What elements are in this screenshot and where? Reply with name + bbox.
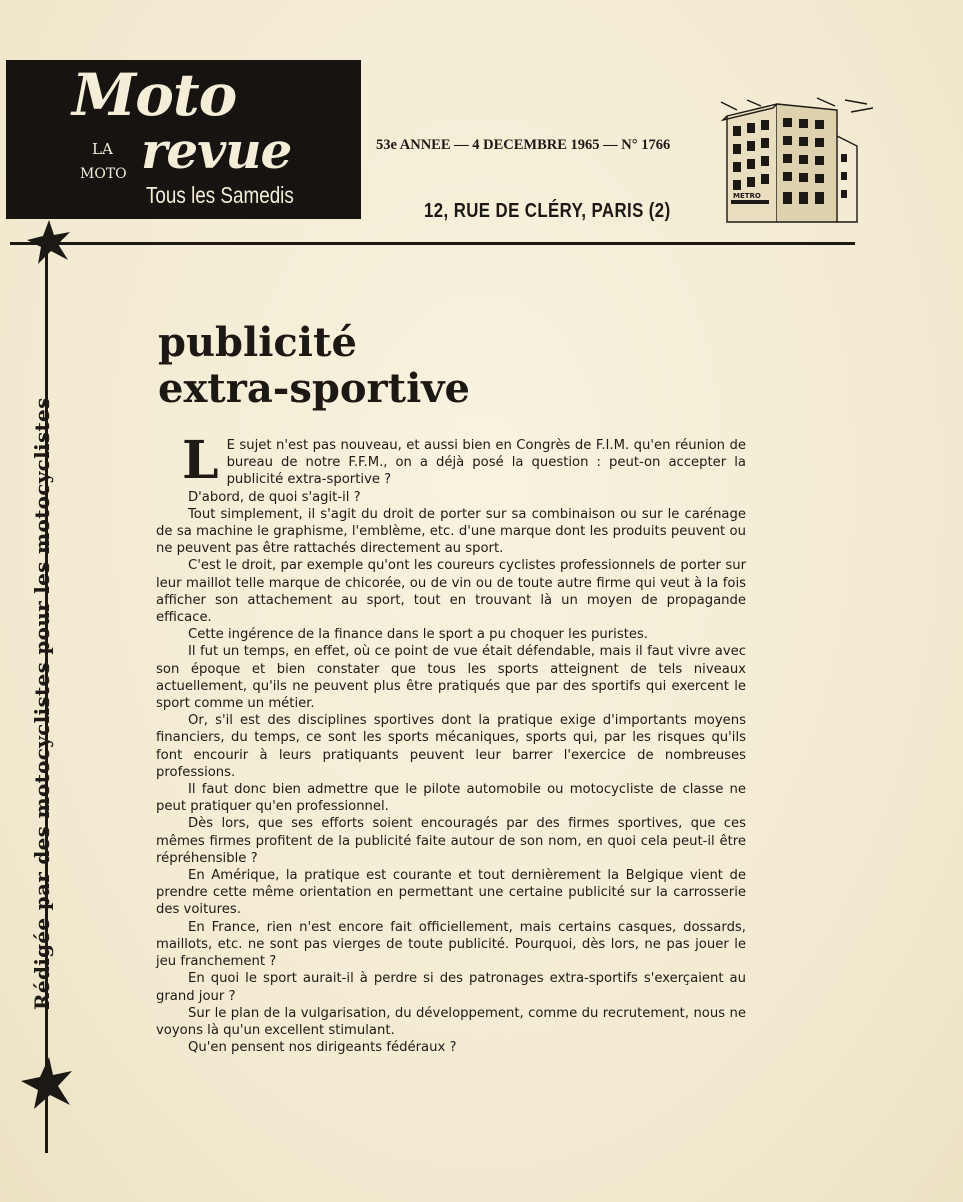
paragraph: Cette ingérence de la finance dans le sport a pu choquer les puristes. — [188, 627, 649, 643]
masthead-tagline: Tous les Samedis — [146, 182, 294, 208]
drop-cap: L — [182, 430, 219, 491]
logo-revue: revue — [141, 121, 292, 180]
vertical-tagline: Rédigée par des motocyclistes pour les motocyclistes — [30, 397, 54, 1010]
article-title — [158, 320, 470, 412]
paragraph: Dès lors, que ses efforts soient encouragés par des firmes sportives, que ces mêmes firmes profitent de la publicité faite autour de son nom, en quoi cela peut-il être répréhensible ? — [156, 816, 746, 866]
logo-moto: Moto — [72, 61, 237, 129]
paragraph: Or, s'il est des disciplines sportives dont la pratique exige d'importants moyens financiers, du temps, ce sont les sports mécaniques, sports qui, par les risques qu'ils font encourir à leurs pratiquants peuvent leur barrer l'exercice de nombreuses professions. — [156, 713, 746, 780]
issue-line: 53e ANNEE — 4 DECEMBRE 1965 — N° 1766 — [376, 137, 671, 153]
star-ornament-top — [24, 218, 74, 266]
masthead-logo — [6, 60, 361, 219]
paragraph: En Amérique, la pratique est courante et tout dernièrement la Belgique vient de prendre cette même orientation en permettant une certaine publicité sur la carrosserie des voitures. — [156, 868, 746, 918]
paragraph: En quoi le sport aurait-il à perdre si des patronages extra-sportifs s'exerçaient au grand jour ? — [156, 971, 746, 1004]
paragraph: Il fut un temps, en effet, où ce point de vue était défendable, mais il faut vivre avec son époque et bien constater que tous les sports atteignent de tels niveaux actuellement, qu'ils ne peuvent plus être pratiqués que par des sportifs qui exercent le sport comme un métier. — [156, 644, 746, 712]
paragraph: C'est le droit, par exemple qu'ont les coureurs cyclistes professionnels de porter sur leur maillot telle marque de chicorée, ou de vin ou de toute autre firme qui veut à la fois afficher son attachement au sport, tout en trouvant là un moyen de propagande efficace. — [156, 558, 746, 626]
title-line-1: publicité — [158, 319, 357, 366]
paragraph: D'abord, de quoi s'agit-il ? — [188, 489, 361, 505]
building-illustration — [717, 96, 875, 224]
paragraph: Tout simplement, il s'agit du droit de porter sur sa combinaison ou sur le carénage de sa machine le graphisme, l'emblème, etc. d'une marque dont les produits peuvent ou ne peuvent pas être rattachés directement au sport. — [156, 506, 746, 557]
paragraph-1: L E sujet n'est pas nouveau, et aussi bien en Congrès de F.I.M. qu'en réunion de bureau de notre F.F.M., on a déjà posé la question : peut-on accepter la publicité extra-sportive ? — [182, 430, 746, 491]
article-body — [156, 430, 746, 1056]
paragraph: Il faut donc bien admettre que le pilote automobile ou motocycliste de classe ne peut pratiquer qu'en professionnel. — [156, 782, 746, 815]
paragraph: Sur le plan de la vulgarisation, du développement, comme du recrutement, nous ne voyons là qu'un excellent stimulant. — [156, 1005, 746, 1038]
logo-la: LA — [92, 140, 113, 158]
paragraph: En France, rien n'est encore fait officiellement, mais certains casques, dossards, maillots, etc. ne sont pas vierges de toute publicité. Pourquoi, dès lors, ne pas jouer le jeu franchement ? — [156, 919, 746, 970]
header-rule — [10, 242, 855, 245]
building-sign: METRO — [733, 192, 761, 200]
star-ornament-bottom — [18, 1055, 76, 1111]
title-line-2: extra-sportive — [158, 365, 470, 412]
paragraph: Qu'en pensent nos dirigeants fédéraux ? — [188, 1040, 457, 1056]
address: 12, RUE DE CLÉRY, PARIS (2) — [424, 200, 671, 222]
logo-moto-small: MOTO — [80, 166, 127, 182]
